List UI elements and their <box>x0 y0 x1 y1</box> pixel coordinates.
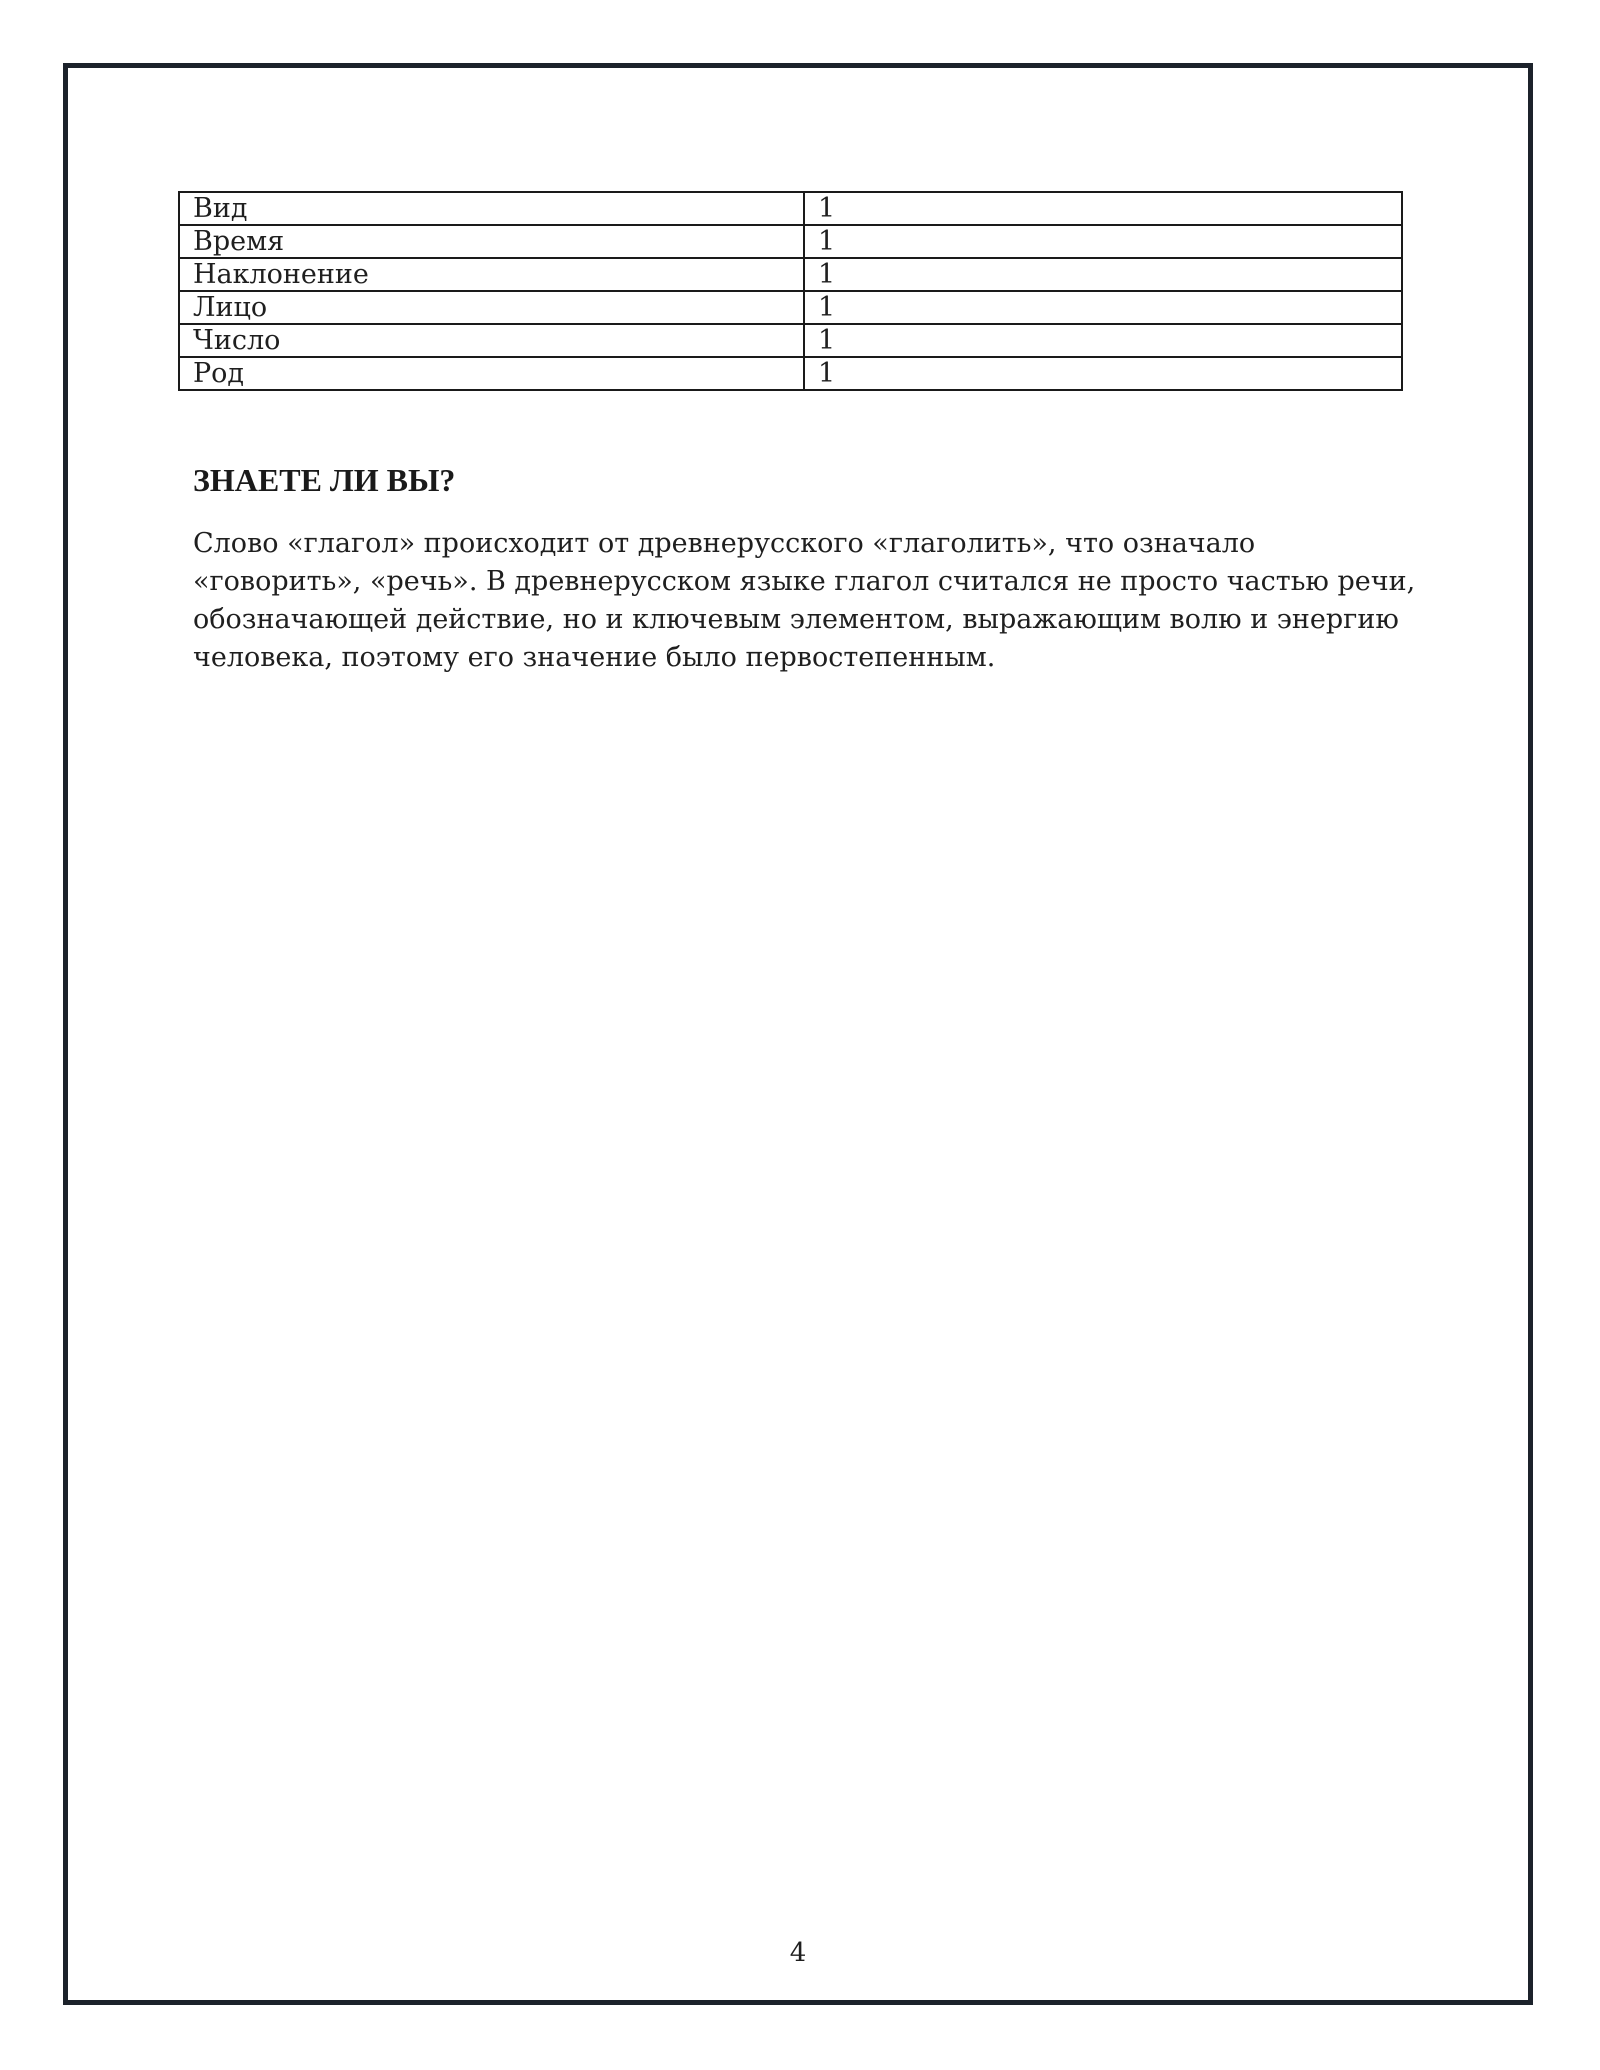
table-row <box>179 324 1402 357</box>
table-row <box>179 225 1402 258</box>
table-cell-label: Вид <box>179 192 804 225</box>
table-cell-label: Время <box>179 225 804 258</box>
table-row <box>179 357 1402 390</box>
table-cell-value: 1 <box>804 258 1402 291</box>
grammar-categories-table <box>178 191 1403 391</box>
section-heading: ЗНАЕТЕ ЛИ ВЫ? <box>193 462 456 498</box>
table-row <box>179 258 1402 291</box>
table-cell-value: 1 <box>804 357 1402 390</box>
table-cell-label: Наклонение <box>179 258 804 291</box>
table-row <box>179 291 1402 324</box>
table-cell-value: 1 <box>804 324 1402 357</box>
body-paragraph: Слово «глагол» происходит от древнерусского «глаголить», что означало «говорить», «речь». В древнерусском языке глагол считался не просто частью речи, обозначающей действие, но и ключевым элементом, выражающим волю и энергию человека, поэтому его значение было первостепенным. <box>193 528 1416 673</box>
table-cell-label: Лицо <box>179 291 804 324</box>
table-cell-label: Род <box>179 357 804 390</box>
page-number: 4 <box>789 1938 807 1968</box>
table-cell-value: 1 <box>804 192 1402 225</box>
table-cell-value: 1 <box>804 291 1402 324</box>
table-cell-value: 1 <box>804 225 1402 258</box>
table-cell-label: Число <box>179 324 804 357</box>
page-frame <box>63 63 1533 2005</box>
table-row <box>179 192 1402 225</box>
